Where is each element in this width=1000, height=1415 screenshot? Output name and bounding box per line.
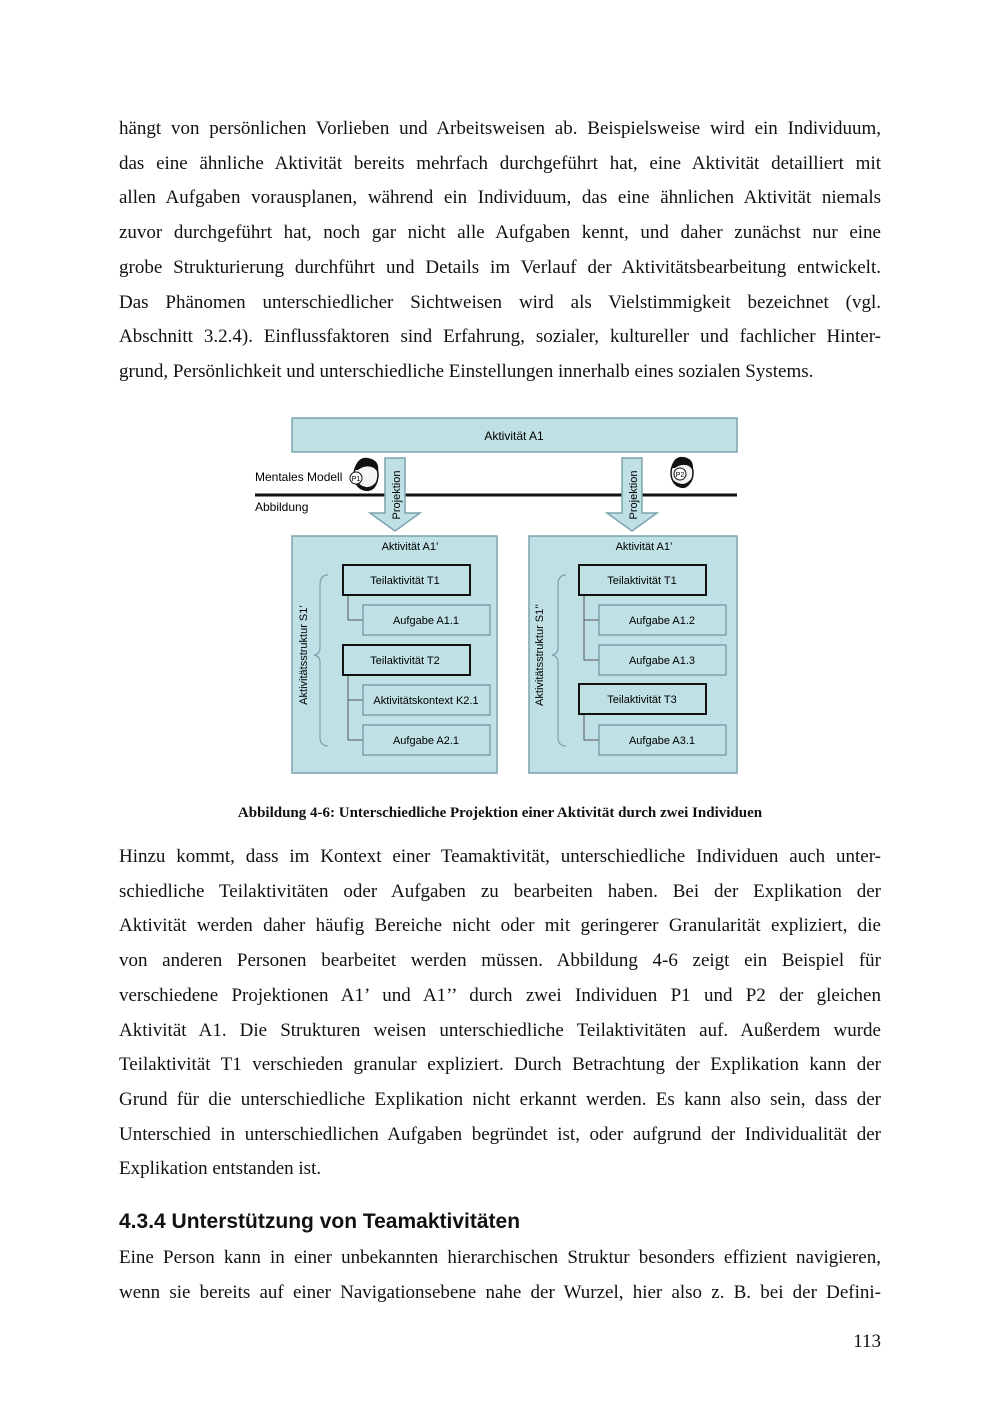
person-2-icon — [671, 457, 693, 488]
figure-caption: Abbildung 4-6: Unterschiedliche Projektion einer Aktivität durch zwei Individuen — [237, 805, 763, 821]
person-1-icon — [350, 458, 378, 491]
text-line: zuvor durchgeführt hat, noch gar nicht alle Aufgaben kennt, und daher zunächst nur eine — [119, 222, 881, 244]
projection-diagram — [250, 410, 750, 780]
right-item-2: Aufgabe A1.2 — [628, 615, 696, 627]
projection-label-left: Projektion — [391, 470, 403, 520]
left-activity-panel — [292, 536, 497, 773]
text-line: das eine ähnliche Aktivität bereits mehrfach durchgeführt hat, eine Aktivität detailliert mit — [119, 152, 881, 174]
left-item-1: Teilaktivität T1 — [370, 575, 440, 587]
right-item-5: Aufgabe A3.1 — [628, 735, 696, 747]
text-line: allen Aufgaben vorausplanen, während ein Individuum, das eine ähnlichen Aktivität niemals — [119, 187, 881, 209]
text-line: von anderen Personen bearbeitet werden müssen. Abbildung 4-6 zeigt ein Beispiel für — [119, 950, 881, 972]
activity-a1-label: Aktivität A1 — [484, 429, 544, 443]
page-number: 113 — [853, 1331, 881, 1352]
paragraph-2 — [119, 840, 881, 1187]
text-line: Aktivität werden daher häufig Bereiche nicht oder mit geringerer Granularität expliziert, die — [119, 915, 881, 937]
left-structure-label: Aktivitätsstruktur S1’ — [298, 605, 310, 705]
text-line: hängt von persönlichen Vorlieben und Arbeitsweisen ab. Beispielsweise wird ein Individuum, — [119, 118, 881, 139]
left-item-5: Aufgabe A2.1 — [392, 735, 460, 747]
right-panel-title: Aktivität A1’ — [615, 541, 673, 553]
right-item-4: Teilaktivität T3 — [607, 694, 677, 706]
left-item-3: Teilaktivität T2 — [370, 655, 440, 667]
right-item-3: Aufgabe A1.3 — [628, 655, 696, 667]
text-line: Explikation entstanden ist. — [119, 1158, 322, 1180]
left-item-2: Aufgabe A1.1 — [392, 615, 460, 627]
text-line: wenn sie bereits auf einer Navigationsebene nahe der Wurzel, hier also z. B. bei der Defini- — [119, 1281, 881, 1303]
left-panel-title: Aktivität A1’ — [381, 541, 439, 553]
text-line: Das Phänomen unterschiedlicher Sichtweisen wird als Vielstimmigkeit bezeichnet (vgl. — [119, 291, 881, 313]
text-line: schiedliche Teilaktivitäten oder Aufgaben zu bearbeiten haben. Bei der Explikation der — [119, 880, 881, 902]
abbildung-label: Abbildung — [255, 500, 309, 514]
person-2-label: P2 — [675, 472, 685, 479]
text-line: verschiedene Projektionen A1’ und A1’’ durch zwei Individuen P1 und P2 der gleichen — [119, 984, 881, 1006]
right-item-1: Teilaktivität T1 — [607, 575, 677, 587]
person-1-label: P1 — [351, 476, 361, 483]
text-line: Abschnitt 3.2.4). Einflussfaktoren sind Erfahrung, sozialer, kultureller und fachlicher Hinter- — [119, 326, 881, 348]
text-line: Eine Person kann in einer unbekannten hierarchischen Struktur besonders effizient navigieren, — [119, 1247, 881, 1268]
text-line: grund, Persönlichkeit und unterschiedliche Einstellungen innerhalb eines sozialen Systems. — [119, 360, 814, 382]
right-activity-panel — [529, 536, 737, 773]
text-line: Unterschied in unterschiedlichen Aufgaben begründet ist, oder aufgrund der Individualität der — [119, 1123, 881, 1145]
paragraph-3 — [119, 1241, 881, 1310]
text-line: Hinzu kommt, dass im Kontext einer Teamaktivität, unterschiedliche Individuen auch unter- — [119, 846, 881, 867]
section-heading: 4.3.4 Unterstützung von Teamaktivitäten — [119, 1210, 521, 1233]
paragraph-1 — [119, 112, 881, 390]
mental-model-label: Mentales Modell — [255, 470, 343, 484]
text-line: grobe Strukturierung durchführt und Details im Verlauf der Aktivitätsbearbeitung entwickelt. — [119, 256, 881, 278]
projection-label-right: Projektion — [628, 470, 640, 520]
text-line: Teilaktivität T1 verschieden granular expliziert. Durch Betrachtung der Explikation kann der — [119, 1054, 881, 1076]
text-line: Aktivität A1. Die Strukturen weisen unterschiedliche Teilaktivitäten auf. Außerdem wurde — [119, 1019, 881, 1041]
text-line: Grund für die unterschiedliche Explikation nicht erkannt werden. Es kann also sein, dass der — [119, 1088, 881, 1110]
left-item-4: Aktivitätskontext K2.1 — [373, 695, 479, 707]
right-structure-label: Aktivitätsstruktur S1’’ — [534, 604, 546, 706]
